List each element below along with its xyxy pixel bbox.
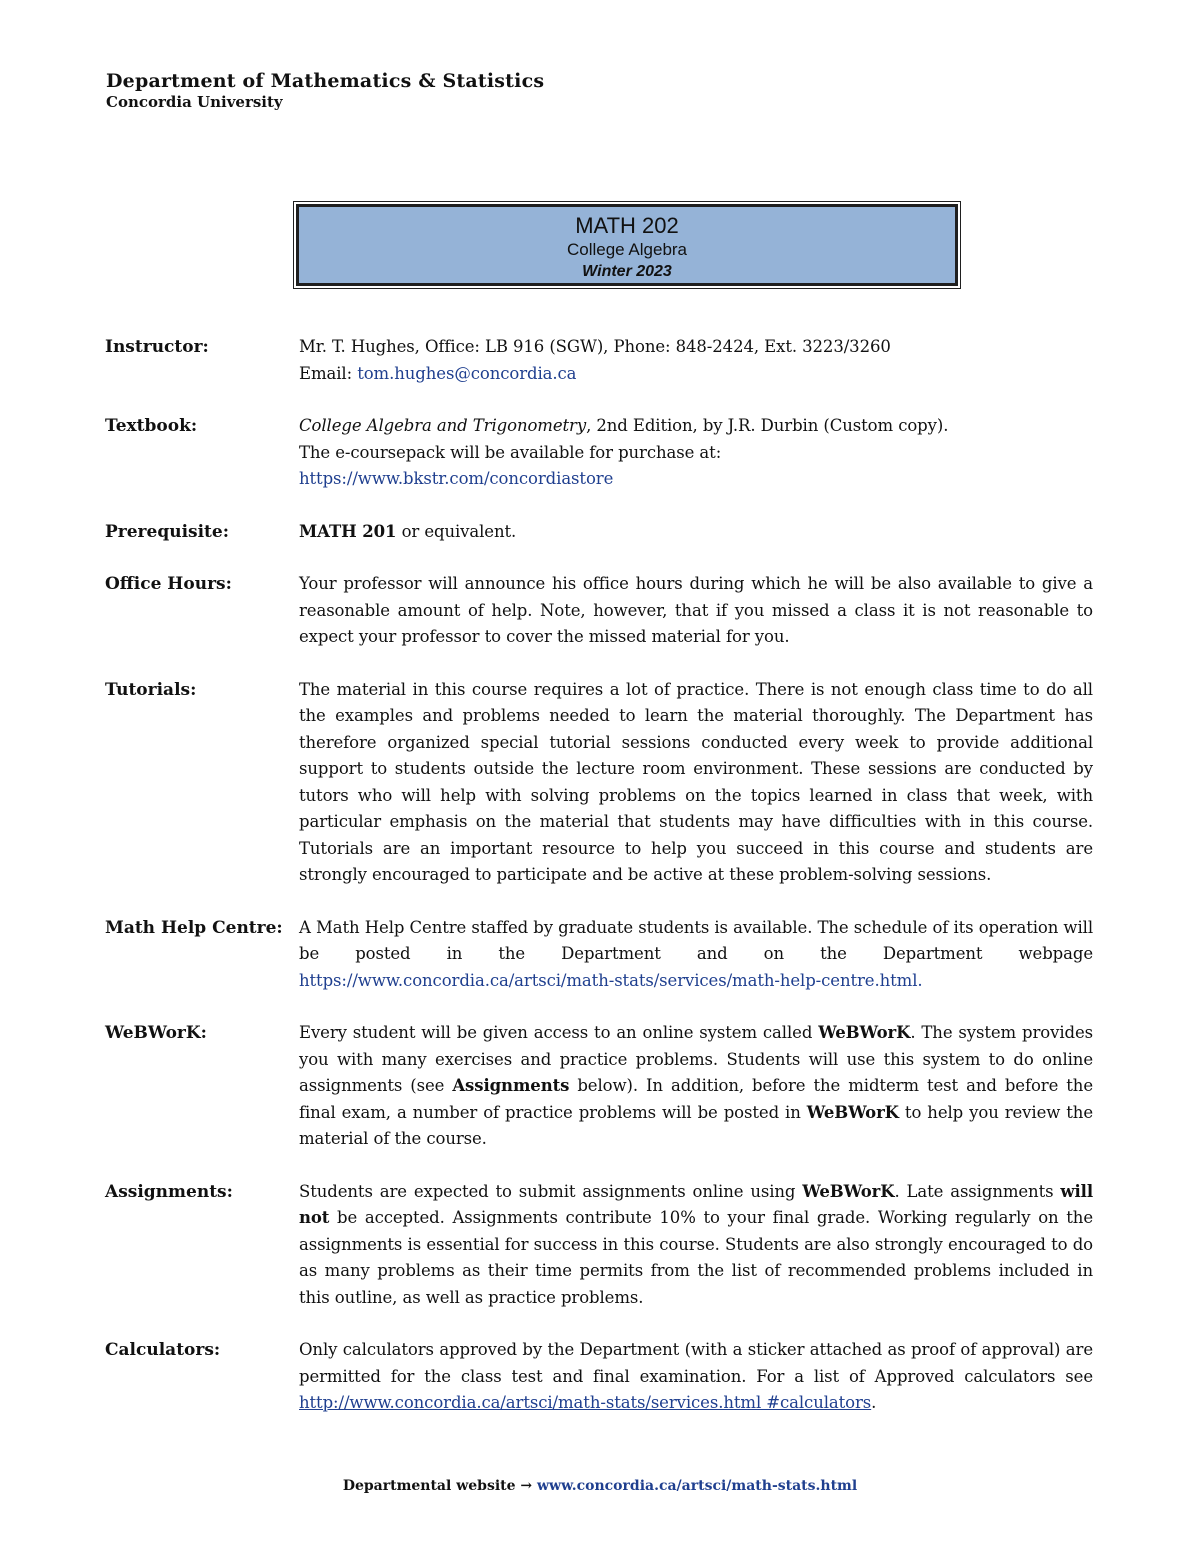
- instructor-email-line: [299, 361, 1093, 388]
- calculators-content: [299, 1337, 1093, 1417]
- prerequisite-label: Prerequisite:: [105, 521, 230, 542]
- calculators-text: Only calculators approved by the Department (with a sticker attached as proof of approval) are permitted for the class test and final examination. For a list of Approved calculators see: [299, 1340, 1093, 1386]
- university-name: Concordia University: [106, 93, 283, 111]
- textbook-title: College Algebra and Trigonometry: [299, 416, 587, 435]
- tutorials-label: Tutorials:: [105, 679, 197, 700]
- assignments-bold-2: will not: [299, 1181, 1093, 1227]
- office-hours-section: [105, 571, 1095, 651]
- textbook-purchase-note: The e-coursepack will be available for purchase at:: [299, 442, 722, 462]
- webwork-text-4: to help you review the material of the course.: [299, 1102, 1094, 1148]
- webwork-bold-2: Assignments: [452, 1076, 570, 1095]
- instructor-email-link[interactable]: tom.hughes@concordia.ca: [357, 363, 577, 383]
- assignments-text-1: Students are expected to submit assignments online using: [299, 1181, 803, 1201]
- assignments-section: [105, 1179, 1095, 1312]
- email-prefix: Email:: [299, 363, 358, 383]
- instructor-content: [299, 334, 1093, 387]
- instructor-label: Instructor:: [105, 337, 209, 357]
- math-help-section: [105, 915, 1095, 995]
- textbook-citation: [299, 413, 1093, 440]
- calculators-link[interactable]: http://www.concordia.ca/artsci/math-stats/services.html #calculators: [299, 1393, 872, 1412]
- webwork-section: [105, 1020, 1095, 1153]
- webwork-text-1: Every student will be given access to an online system called: [299, 1023, 819, 1042]
- textbook-details: , 2nd Edition, by J.R. Durbin (Custom copy).: [586, 416, 949, 435]
- textbook-label: Textbook:: [105, 416, 198, 436]
- prerequisite-content: [299, 519, 1093, 546]
- math-help-link[interactable]: https://www.concordia.ca/artsci/math-stats/services/math-help-centre.html.: [299, 970, 923, 990]
- assignments-content: [299, 1179, 1093, 1312]
- prerequisite-section: [105, 519, 1095, 546]
- webwork-text-2: . The system provides you with many exercises and practice problems. Students will use this system to do online assignments (see: [299, 1023, 1093, 1095]
- course-title-box: [296, 204, 958, 286]
- assignments-bold-1: WeBWorK: [802, 1181, 895, 1201]
- course-outline-sections: [105, 334, 1095, 1443]
- webwork-bold-1: WeBWorK: [818, 1023, 911, 1042]
- textbook-section: [105, 413, 1095, 493]
- webwork-text-3: below). In addition, before the midterm test and before the final exam, a number of practice problems will be posted in: [299, 1076, 1093, 1122]
- calculators-trail: .: [871, 1393, 877, 1412]
- webwork-content: [299, 1020, 1093, 1153]
- math-help-label: Math Help Centre:: [105, 917, 283, 938]
- prerequisite-course: MATH 201: [299, 521, 397, 541]
- prerequisite-rest: or equivalent.: [396, 521, 517, 541]
- office-hours-label: Office Hours:: [105, 574, 232, 594]
- tutorials-section: [105, 677, 1095, 889]
- calculators-label: Calculators:: [105, 1340, 221, 1360]
- textbook-content: [299, 413, 1093, 493]
- webwork-bold-3: WeBWorK: [806, 1102, 899, 1122]
- math-help-text: A Math Help Centre staffed by graduate students is available. The schedule of its operation will be posted in the Department and on the Department webpage: [299, 917, 1093, 963]
- assignments-label: Assignments:: [105, 1181, 233, 1202]
- department-header: [106, 70, 544, 111]
- webwork-label: WeBWorK:: [105, 1023, 207, 1043]
- assignments-text-3: be accepted. Assignments contribute 10% to your final grade. Working regularly on the assignments is essential for success in this course. Students are also strongly encouraged to do as many problems as their time permits from the list of recommended problems included in this outline, as well as practice problems.: [299, 1208, 1093, 1307]
- footer-label: Departmental website →: [342, 1478, 537, 1494]
- instructor-details: Mr. T. Hughes, Office: LB 916 (SGW), Phone: 848-2424, Ext. 3223/3260: [299, 337, 891, 356]
- tutorials-text: The material in this course requires a lot of practice. There is not enough class time to do all the examples and problems needed to learn the material thoroughly. The Department has therefore organized special tutorial sessions conducted every week to provide additional support to students outside the lecture room environment. These sessions are conducted by tutors who will help with solving problems on the topics learned in class that week, with particular emphasis on the material that students may have difficulties with in this course. Tutorials are an important resource to help you succeed in this course and students are strongly encouraged to participate and be active at these problem-solving sessions.: [299, 679, 1093, 884]
- math-help-content: [299, 915, 1093, 995]
- course-name: College Algebra: [566, 240, 688, 259]
- department-title: Department of Mathematics & Statistics: [106, 70, 545, 92]
- footer-website-link[interactable]: www.concordia.ca/artsci/math-stats.html: [537, 1478, 858, 1494]
- course-term: Winter 2023: [582, 263, 672, 280]
- footer: [0, 1478, 1200, 1494]
- instructor-section: [105, 334, 1095, 387]
- course-code: MATH 202: [575, 213, 679, 238]
- calculators-section: [105, 1337, 1095, 1417]
- bookstore-link[interactable]: https://www.bkstr.com/concordiastore: [299, 469, 614, 488]
- assignments-text-2: . Late assignments: [894, 1181, 1061, 1201]
- office-hours-text: Your professor will announce his office hours during which he will be also available to give a reasonable amount of help. Note, however, that if you missed a class it is not reasonable to expect your professor to cover the missed material for you.: [299, 574, 1093, 646]
